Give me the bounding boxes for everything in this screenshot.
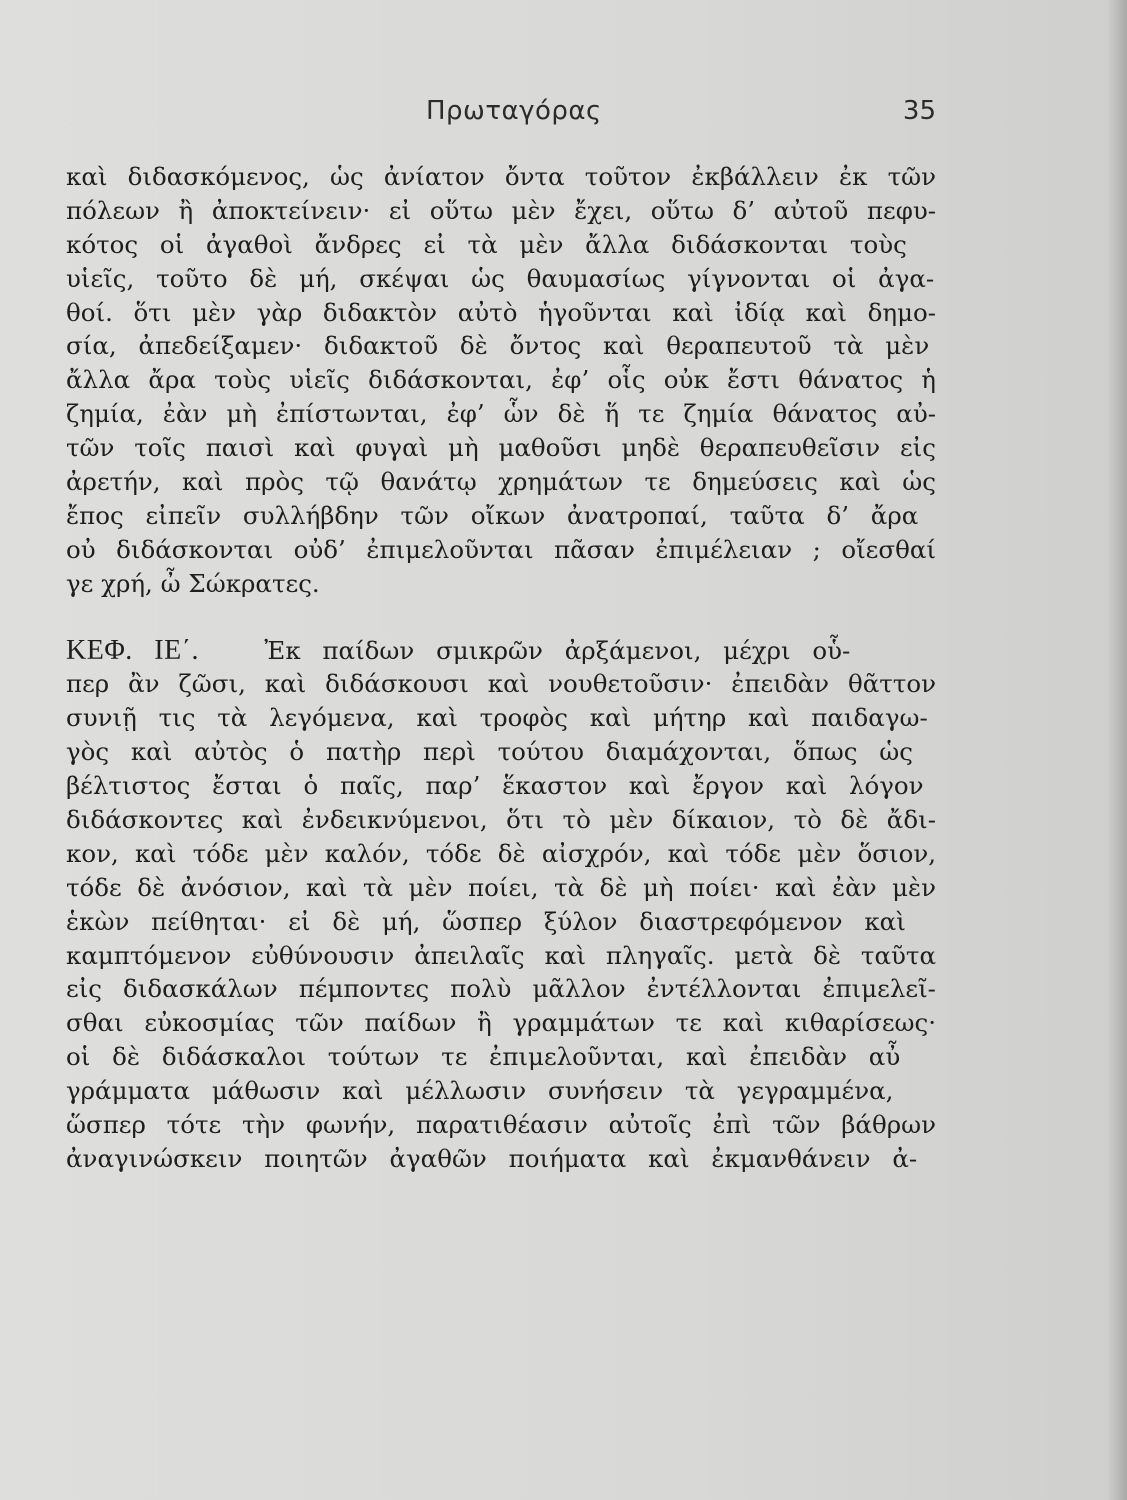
text-line: διδάσκοντες καὶ ἐνδεικνύμενοι, ὅτι τὸ μὲν δίκαιον, τὸ δὲ ἄδι-	[66, 805, 936, 835]
paragraph-1	[66, 160, 966, 601]
text-line: καμπτόμενον εὐθύνουσιν ἀπειλαῖς καὶ πληγαῖς. μετὰ δὲ ταῦτα	[66, 940, 937, 970]
text-line: γράμματα μάθωσιν καὶ μέλλωσιν συνήσειν τὰ γεγραμμένα,	[66, 1076, 894, 1106]
text-line: κότος οἱ ἀγαθοὶ ἄνδρες εἰ τὰ μὲν ἄλλα διδάσκονται τοὺς	[66, 229, 907, 259]
text-line: τόδε δὲ ἀνόσιον, καὶ τὰ μὲν ποίει, τὰ δὲ μὴ ποίει· καὶ ἐὰν μὲν	[66, 872, 937, 902]
text-line: βέλτιστος ἔσται ὁ παῖς, παρ’ ἕκαστον καὶ ἔργον καὶ λόγον	[66, 771, 924, 801]
text-line: ἀρετήν, καὶ πρὸς τῷ θανάτῳ χρημάτων τε δημεύσεις καὶ ὡς	[66, 467, 937, 497]
chapter-first-line	[66, 634, 966, 668]
text-line: κον, καὶ τόδε μὲν καλόν, τόδε δὲ αἰσχρόν, καὶ τόδε μὲν ὅσιον,	[66, 838, 937, 868]
text-line: συνιῇ τις τὰ λεγόμενα, καὶ τροφὸς καὶ μήτηρ καὶ παιδαγω-	[66, 703, 928, 733]
text-line: ἑκὼν πείθηται· εἰ δὲ μή, ὥσπερ ξύλον διαστρεφόμενον καὶ	[66, 906, 906, 936]
page-header	[66, 96, 936, 136]
text-line: σία, ἀπεδείξαμεν· διδακτοῦ δὲ ὄντος καὶ θεραπευτοῦ τὰ μὲν	[66, 331, 930, 361]
text-line: ἄλλα ἄρα τοὺς υἱεῖς διδάσκονται, ἐφ’ οἷς οὐκ ἔστι θάνατος ἡ	[66, 365, 936, 395]
text-line: γε χρή, ὦ Σώκρατες.	[66, 568, 320, 598]
text-line: περ ἂν ζῶσι, καὶ διδάσκουσι καὶ νουθετοῦσιν· ἐπειδὰν θᾶττον	[66, 669, 936, 699]
text-line: ἀναγινώσκειν ποιητῶν ἀγαθῶν ποιήματα καὶ ἐκμανθάνειν ἀ-	[66, 1143, 918, 1173]
text-line: θοί. ὅτι μὲν γὰρ διδακτὸν αὐτὸ ἡγοῦνται καὶ ἰδίᾳ καὶ δημο-	[66, 297, 937, 327]
text-line: πόλεων ἢ ἀποκτείνειν· εἰ οὕτω μὲν ἔχει, οὕτω δ’ αὐτοῦ πεφυ-	[66, 195, 937, 225]
text-line: ζημία, ἐὰν μὴ ἐπίστωνται, ἐφ’ ὧν δὲ ἥ τε ζημία θάνατος αὐ-	[66, 399, 936, 429]
text-line: γὸς καὶ αὐτὸς ὁ πατὴρ περὶ τούτου διαμάχονται, ὅπως ὡς	[66, 737, 913, 767]
text-line: τῶν τοῖς παισὶ καὶ φυγαὶ μὴ μαθοῦσι μηδὲ θεραπευθεῖσιν εἰς	[66, 433, 936, 463]
text-line: οἱ δὲ διδάσκαλοι τούτων τε ἐπιμελοῦνται, καὶ ἐπειδὰν αὖ	[66, 1042, 901, 1072]
body-text	[66, 160, 966, 1176]
text-line: υἱεῖς, τοῦτο δὲ μή, σκέψαι ὡς θαυμασίως γίγνονται οἱ ἀγα-	[66, 263, 935, 293]
text-line: σθαι εὐκοσμίας τῶν παίδων ἢ γραμμάτων τε καὶ κιθαρίσεως·	[66, 1008, 936, 1038]
paragraph-2	[66, 634, 966, 1176]
chapter-first-line-text: Ἐκ παίδων σμικρῶν ἀρξάμενοι, μέχρι οὗ-	[264, 635, 851, 665]
page-number: 35	[902, 96, 936, 126]
text-line: εἰς διδασκάλων πέμποντες πολὺ μᾶλλον ἐντέλλονται ἐπιμελεῖ-	[66, 974, 936, 1004]
text-line: καὶ διδασκόμενος, ὡς ἀνίατον ὄντα τοῦτον ἐκβάλλειν ἐκ τῶν	[66, 162, 937, 191]
text-line: ἔπος εἰπεῖν συλλήβδην τῶν οἴκων ἀνατροπαί, ταῦτα δ’ ἄρα	[66, 500, 919, 530]
paragraph-gap	[66, 601, 966, 634]
text-line: ὥσπερ τότε τὴν φωνήν, παρατιθέασιν αὐτοῖς ἐπὶ τῶν βάθρων	[66, 1110, 936, 1140]
running-title: Πρωταγόρας	[426, 96, 602, 126]
text-line: οὐ διδάσκονται οὐδ’ ἐπιμελοῦνται πᾶσαν ἐπιμέλειαν ; οἴεσθαί	[66, 534, 936, 564]
chapter-heading: ΚΕΦ. ΙΕ΄.	[66, 634, 200, 666]
